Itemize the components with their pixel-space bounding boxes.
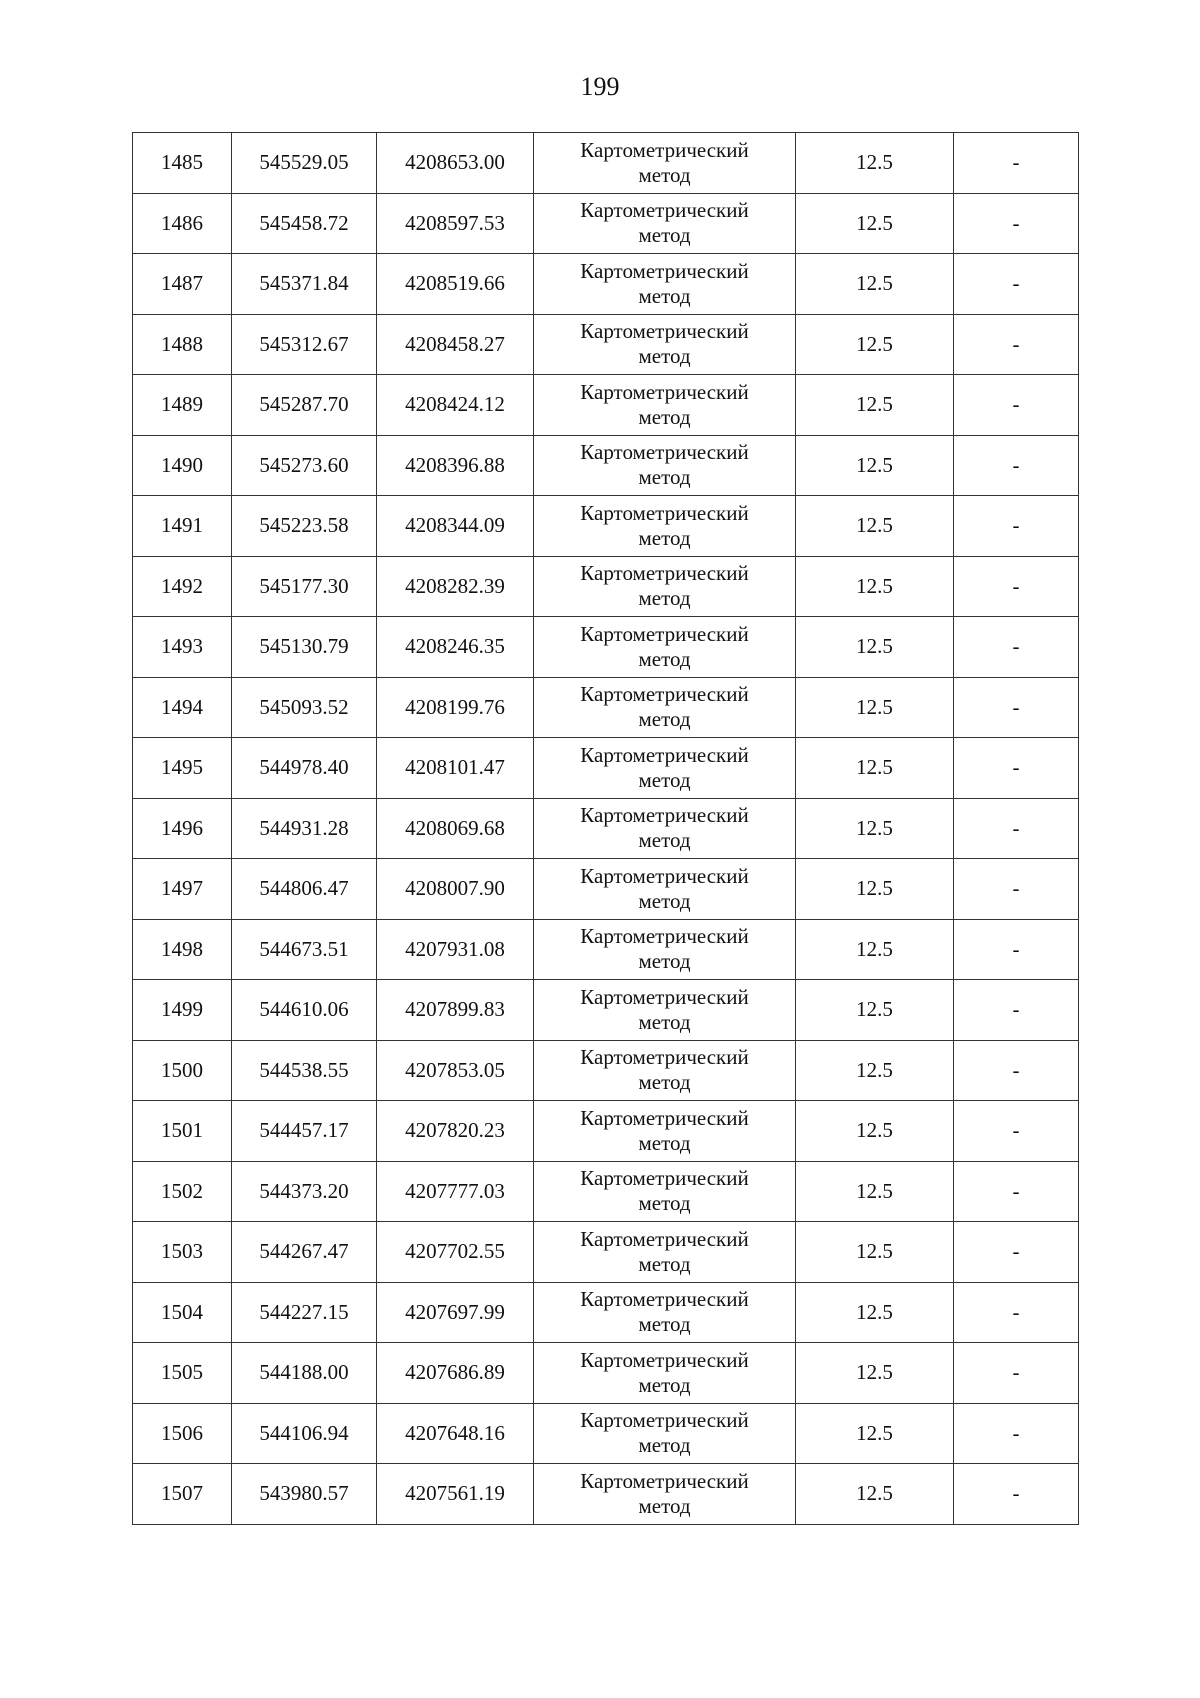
accuracy-cell: 12.5: [796, 617, 954, 678]
note-cell: -: [954, 1222, 1079, 1283]
method-line-2: метод: [638, 1493, 691, 1518]
method-line-1: Картометрический: [580, 137, 749, 162]
note-cell: -: [954, 738, 1079, 799]
accuracy-cell: 12.5: [796, 1161, 954, 1222]
point-number-cell: 1500: [133, 1040, 232, 1101]
table-row: [133, 375, 1079, 436]
table-row: [133, 496, 1079, 557]
y-coordinate-cell: 4207777.03: [377, 1161, 534, 1222]
method-line-1: Картометрический: [580, 742, 749, 767]
note-cell: -: [954, 617, 1079, 678]
method-cell: [534, 1161, 796, 1222]
x-coordinate-cell: 544267.47: [232, 1222, 377, 1283]
note-cell: -: [954, 1282, 1079, 1343]
accuracy-cell: 12.5: [796, 1464, 954, 1525]
y-coordinate-cell: 4208282.39: [377, 556, 534, 617]
note-cell: -: [954, 1040, 1079, 1101]
note-cell: -: [954, 435, 1079, 496]
point-number-cell: 1491: [133, 496, 232, 557]
y-coordinate-cell: 4207853.05: [377, 1040, 534, 1101]
point-number-cell: 1494: [133, 677, 232, 738]
method-line-1: Картометрический: [580, 198, 749, 223]
accuracy-cell: 12.5: [796, 1343, 954, 1404]
point-number-cell: 1505: [133, 1343, 232, 1404]
page-number: 199: [580, 72, 620, 101]
accuracy-cell: 12.5: [796, 980, 954, 1041]
point-number-cell: 1503: [133, 1222, 232, 1283]
method-line-1: Картометрический: [580, 440, 749, 465]
point-number-cell: 1493: [133, 617, 232, 678]
y-coordinate-cell: 4208396.88: [377, 435, 534, 496]
y-coordinate-cell: 4208246.35: [377, 617, 534, 678]
point-number-cell: 1490: [133, 435, 232, 496]
x-coordinate-cell: 544806.47: [232, 859, 377, 920]
x-coordinate-cell: 544538.55: [232, 1040, 377, 1101]
note-cell: -: [954, 375, 1079, 436]
table-row: [133, 1161, 1079, 1222]
method-line-1: Картометрический: [580, 1468, 749, 1493]
method-line-1: Картометрический: [580, 1105, 749, 1130]
point-number-cell: 1485: [133, 133, 232, 194]
x-coordinate-cell: 545287.70: [232, 375, 377, 436]
table-row: [133, 1101, 1079, 1162]
method-line-1: Картометрический: [580, 1226, 749, 1251]
method-line-1: Картометрический: [580, 500, 749, 525]
method-cell: [534, 193, 796, 254]
method-cell: [534, 1282, 796, 1343]
accuracy-cell: 12.5: [796, 738, 954, 799]
x-coordinate-cell: 544978.40: [232, 738, 377, 799]
method-line-2: метод: [638, 1130, 691, 1155]
method-line-1: Картометрический: [580, 924, 749, 949]
y-coordinate-cell: 4208101.47: [377, 738, 534, 799]
method-cell: [534, 980, 796, 1041]
point-number-cell: 1489: [133, 375, 232, 436]
note-cell: -: [954, 314, 1079, 375]
note-cell: -: [954, 133, 1079, 194]
point-number-cell: 1506: [133, 1403, 232, 1464]
method-line-1: Картометрический: [580, 1045, 749, 1070]
method-line-1: Картометрический: [580, 258, 749, 283]
method-cell: [534, 859, 796, 920]
point-number-cell: 1495: [133, 738, 232, 799]
coordinates-table: [132, 132, 1079, 1525]
accuracy-cell: 12.5: [796, 435, 954, 496]
method-line-2: метод: [638, 1070, 691, 1095]
x-coordinate-cell: 544106.94: [232, 1403, 377, 1464]
method-line-2: метод: [638, 404, 691, 429]
x-coordinate-cell: 544610.06: [232, 980, 377, 1041]
method-cell: [534, 133, 796, 194]
point-number-cell: 1502: [133, 1161, 232, 1222]
table-row: [133, 556, 1079, 617]
note-cell: -: [954, 798, 1079, 859]
method-cell: [534, 1403, 796, 1464]
note-cell: -: [954, 193, 1079, 254]
note-cell: -: [954, 556, 1079, 617]
method-line-2: метод: [638, 525, 691, 550]
note-cell: -: [954, 859, 1079, 920]
method-line-1: Картометрический: [580, 1347, 749, 1372]
note-cell: -: [954, 1464, 1079, 1525]
table-row: [133, 1282, 1079, 1343]
table-row: [133, 859, 1079, 920]
method-line-1: Картометрический: [580, 803, 749, 828]
method-line-2: метод: [638, 828, 691, 853]
y-coordinate-cell: 4208344.09: [377, 496, 534, 557]
point-number-cell: 1501: [133, 1101, 232, 1162]
method-cell: [534, 919, 796, 980]
accuracy-cell: 12.5: [796, 496, 954, 557]
table-row: [133, 133, 1079, 194]
method-cell: [534, 1101, 796, 1162]
table-row: [133, 254, 1079, 315]
method-line-1: Картометрический: [580, 863, 749, 888]
method-cell: [534, 798, 796, 859]
x-coordinate-cell: 545177.30: [232, 556, 377, 617]
accuracy-cell: 12.5: [796, 193, 954, 254]
y-coordinate-cell: 4207931.08: [377, 919, 534, 980]
y-coordinate-cell: 4208653.00: [377, 133, 534, 194]
point-number-cell: 1507: [133, 1464, 232, 1525]
method-line-1: Картометрический: [580, 561, 749, 586]
note-cell: -: [954, 980, 1079, 1041]
y-coordinate-cell: 4208458.27: [377, 314, 534, 375]
method-line-2: метод: [638, 767, 691, 792]
x-coordinate-cell: 544227.15: [232, 1282, 377, 1343]
method-line-2: метод: [638, 1312, 691, 1337]
x-coordinate-cell: 545273.60: [232, 435, 377, 496]
method-line-1: Картометрический: [580, 1287, 749, 1312]
y-coordinate-cell: 4208519.66: [377, 254, 534, 315]
method-cell: [534, 1040, 796, 1101]
x-coordinate-cell: 544931.28: [232, 798, 377, 859]
accuracy-cell: 12.5: [796, 1403, 954, 1464]
accuracy-cell: 12.5: [796, 859, 954, 920]
method-line-1: Картометрический: [580, 984, 749, 1009]
method-cell: [534, 556, 796, 617]
x-coordinate-cell: 544457.17: [232, 1101, 377, 1162]
table-row: [133, 617, 1079, 678]
x-coordinate-cell: 545093.52: [232, 677, 377, 738]
table-row: [133, 798, 1079, 859]
note-cell: -: [954, 1403, 1079, 1464]
table-row: [133, 193, 1079, 254]
method-cell: [534, 738, 796, 799]
y-coordinate-cell: 4208069.68: [377, 798, 534, 859]
accuracy-cell: 12.5: [796, 556, 954, 617]
table-row: [133, 1403, 1079, 1464]
method-cell: [534, 314, 796, 375]
method-line-2: метод: [638, 283, 691, 308]
table-row: [133, 919, 1079, 980]
note-cell: -: [954, 254, 1079, 315]
method-line-1: Картометрический: [580, 682, 749, 707]
y-coordinate-cell: 4207697.99: [377, 1282, 534, 1343]
method-line-2: метод: [638, 888, 691, 913]
method-line-2: метод: [638, 344, 691, 369]
table-row: [133, 1464, 1079, 1525]
method-line-2: метод: [638, 707, 691, 732]
y-coordinate-cell: 4208597.53: [377, 193, 534, 254]
method-line-2: метод: [638, 949, 691, 974]
point-number-cell: 1487: [133, 254, 232, 315]
method-line-2: метод: [638, 1191, 691, 1216]
table-row: [133, 1222, 1079, 1283]
table-row: [133, 314, 1079, 375]
table-row: [133, 980, 1079, 1041]
x-coordinate-cell: 544373.20: [232, 1161, 377, 1222]
method-line-2: метод: [638, 1009, 691, 1034]
x-coordinate-cell: 545130.79: [232, 617, 377, 678]
method-line-2: метод: [638, 223, 691, 248]
point-number-cell: 1498: [133, 919, 232, 980]
method-line-2: метод: [638, 1251, 691, 1276]
method-line-1: Картометрический: [580, 379, 749, 404]
accuracy-cell: 12.5: [796, 1282, 954, 1343]
x-coordinate-cell: 544673.51: [232, 919, 377, 980]
table-row: [133, 738, 1079, 799]
method-cell: [534, 1343, 796, 1404]
accuracy-cell: 12.5: [796, 314, 954, 375]
accuracy-cell: 12.5: [796, 798, 954, 859]
note-cell: -: [954, 1101, 1079, 1162]
y-coordinate-cell: 4207702.55: [377, 1222, 534, 1283]
point-number-cell: 1499: [133, 980, 232, 1041]
method-line-2: метод: [638, 162, 691, 187]
method-cell: [534, 435, 796, 496]
y-coordinate-cell: 4208424.12: [377, 375, 534, 436]
y-coordinate-cell: 4207561.19: [377, 1464, 534, 1525]
accuracy-cell: 12.5: [796, 1222, 954, 1283]
method-line-1: Картометрический: [580, 319, 749, 344]
accuracy-cell: 12.5: [796, 677, 954, 738]
accuracy-cell: 12.5: [796, 1040, 954, 1101]
point-number-cell: 1496: [133, 798, 232, 859]
note-cell: -: [954, 1343, 1079, 1404]
point-number-cell: 1497: [133, 859, 232, 920]
y-coordinate-cell: 4207899.83: [377, 980, 534, 1041]
point-number-cell: 1486: [133, 193, 232, 254]
method-cell: [534, 496, 796, 557]
y-coordinate-cell: 4207820.23: [377, 1101, 534, 1162]
accuracy-cell: 12.5: [796, 919, 954, 980]
method-line-1: Картометрический: [580, 621, 749, 646]
method-cell: [534, 254, 796, 315]
x-coordinate-cell: 545371.84: [232, 254, 377, 315]
x-coordinate-cell: 543980.57: [232, 1464, 377, 1525]
x-coordinate-cell: 545223.58: [232, 496, 377, 557]
table-row: [133, 1343, 1079, 1404]
method-line-2: метод: [638, 646, 691, 671]
x-coordinate-cell: 545312.67: [232, 314, 377, 375]
accuracy-cell: 12.5: [796, 375, 954, 436]
y-coordinate-cell: 4207686.89: [377, 1343, 534, 1404]
method-line-2: метод: [638, 1433, 691, 1458]
x-coordinate-cell: 544188.00: [232, 1343, 377, 1404]
note-cell: -: [954, 919, 1079, 980]
accuracy-cell: 12.5: [796, 254, 954, 315]
point-number-cell: 1488: [133, 314, 232, 375]
table-row: [133, 677, 1079, 738]
note-cell: -: [954, 1161, 1079, 1222]
y-coordinate-cell: 4208007.90: [377, 859, 534, 920]
accuracy-cell: 12.5: [796, 133, 954, 194]
point-number-cell: 1492: [133, 556, 232, 617]
table-row: [133, 435, 1079, 496]
table-row: [133, 1040, 1079, 1101]
y-coordinate-cell: 4207648.16: [377, 1403, 534, 1464]
note-cell: -: [954, 677, 1079, 738]
method-cell: [534, 677, 796, 738]
method-line-1: Картометрический: [580, 1166, 749, 1191]
method-cell: [534, 375, 796, 436]
method-line-2: метод: [638, 1372, 691, 1397]
method-cell: [534, 1222, 796, 1283]
x-coordinate-cell: 545529.05: [232, 133, 377, 194]
table-body: [133, 133, 1079, 1525]
y-coordinate-cell: 4208199.76: [377, 677, 534, 738]
note-cell: -: [954, 496, 1079, 557]
point-number-cell: 1504: [133, 1282, 232, 1343]
accuracy-cell: 12.5: [796, 1101, 954, 1162]
x-coordinate-cell: 545458.72: [232, 193, 377, 254]
method-cell: [534, 617, 796, 678]
method-cell: [534, 1464, 796, 1525]
method-line-1: Картометрический: [580, 1408, 749, 1433]
method-line-2: метод: [638, 586, 691, 611]
method-line-2: метод: [638, 465, 691, 490]
